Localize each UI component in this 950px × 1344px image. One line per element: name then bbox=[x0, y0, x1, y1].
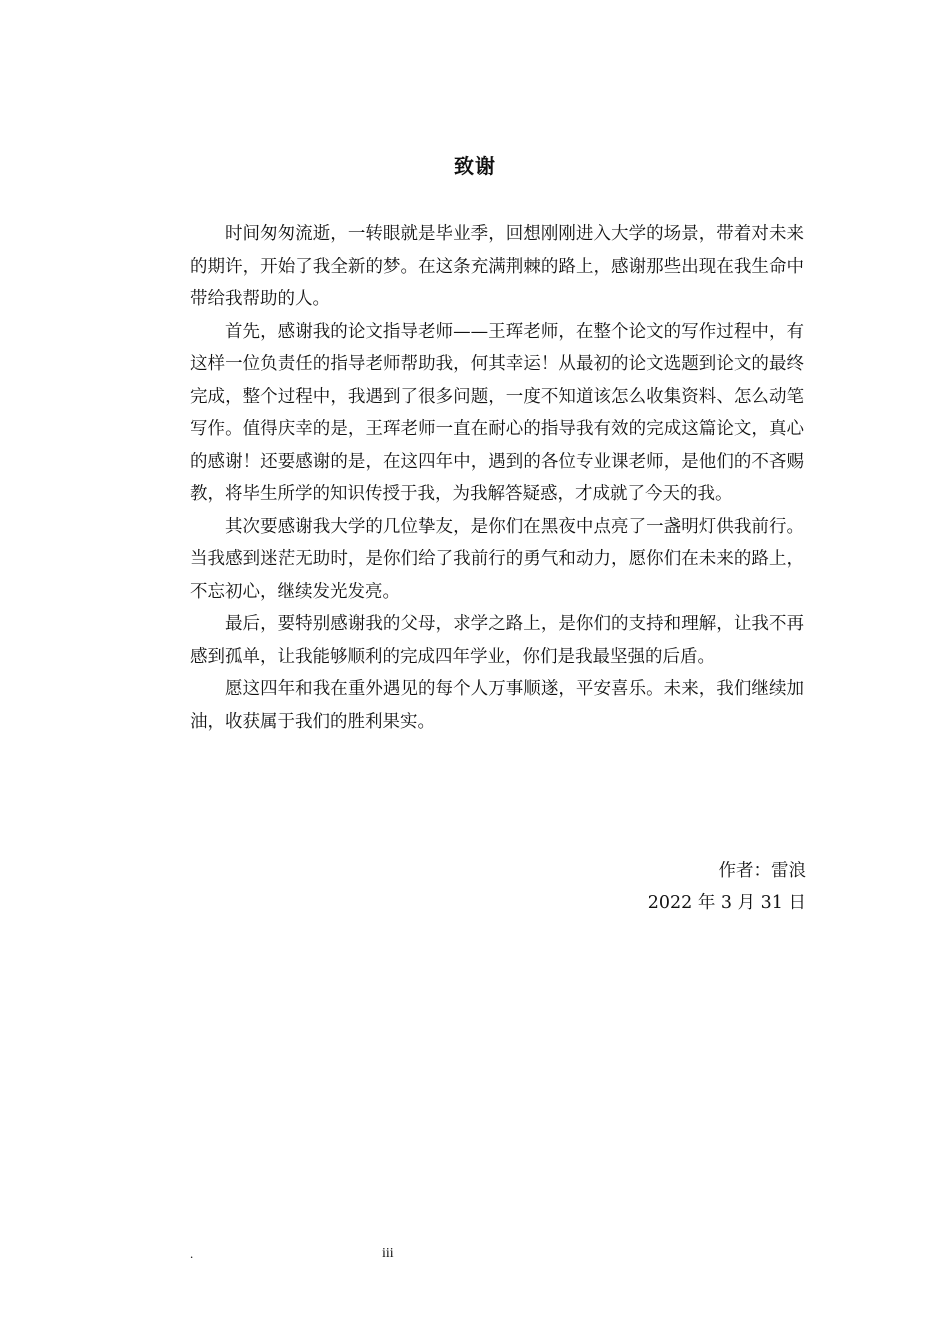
author-line: 作者：雷浪 bbox=[718, 861, 806, 881]
date-line: 2022 年 3 月 31 日 bbox=[647, 893, 806, 913]
paragraph-2: 首先，感谢我的论文指导老师——王珲老师，在整个论文的写作过程中，有这样一位负责任的指导老师帮助我，何其幸运！从最初的论文选题到论文的最终完成，整个过程中，我遇到了很多问题，一度不知道该怎么收集资料、怎么动笔写作。值得庆幸的是，王珲老师一直在耐心的指导我有效的完成这篇论文，真心的感谢！还要感谢的是，在这四年中，遇到的各位专业课老师，是他们的不吝赐教，将毕生所学的知识传授于我，为我解答疑惑，才成就了今天的我。 bbox=[190, 321, 804, 504]
signature-block bbox=[500, 855, 806, 919]
paragraph-4: 最后，要特别感谢我的父母，求学之路上，是你们的支持和理解，让我不再感到孤单，让我能够顺利的完成四年学业，你们是我最坚强的后盾。 bbox=[190, 614, 804, 667]
paragraph-1: 时间匆匆流逝，一转眼就是毕业季，回想刚刚进入大学的场景，带着对未来的期许，开始了我全新的梦。在这条充满荆棘的路上，感谢那些出现在我生命中带给我帮助的人。 bbox=[190, 224, 804, 309]
paragraph-3: 其次要感谢我大学的几位挚友，是你们在黑夜中点亮了一盏明灯供我前行。当我感到迷茫无助时，是你们给了我前行的勇气和动力，愿你们在未来的路上，不忘初心，继续发光发亮。 bbox=[190, 516, 804, 602]
page-title: 致谢 bbox=[454, 154, 496, 178]
page-number: iii bbox=[382, 1246, 394, 1261]
acknowledgement-body bbox=[190, 218, 804, 738]
footer-dot: . bbox=[190, 1246, 194, 1261]
paragraph-5: 愿这四年和我在重外遇见的每个人万事顺遂，平安喜乐。未来，我们继续加油，收获属于我们的胜利果实。 bbox=[190, 679, 804, 732]
